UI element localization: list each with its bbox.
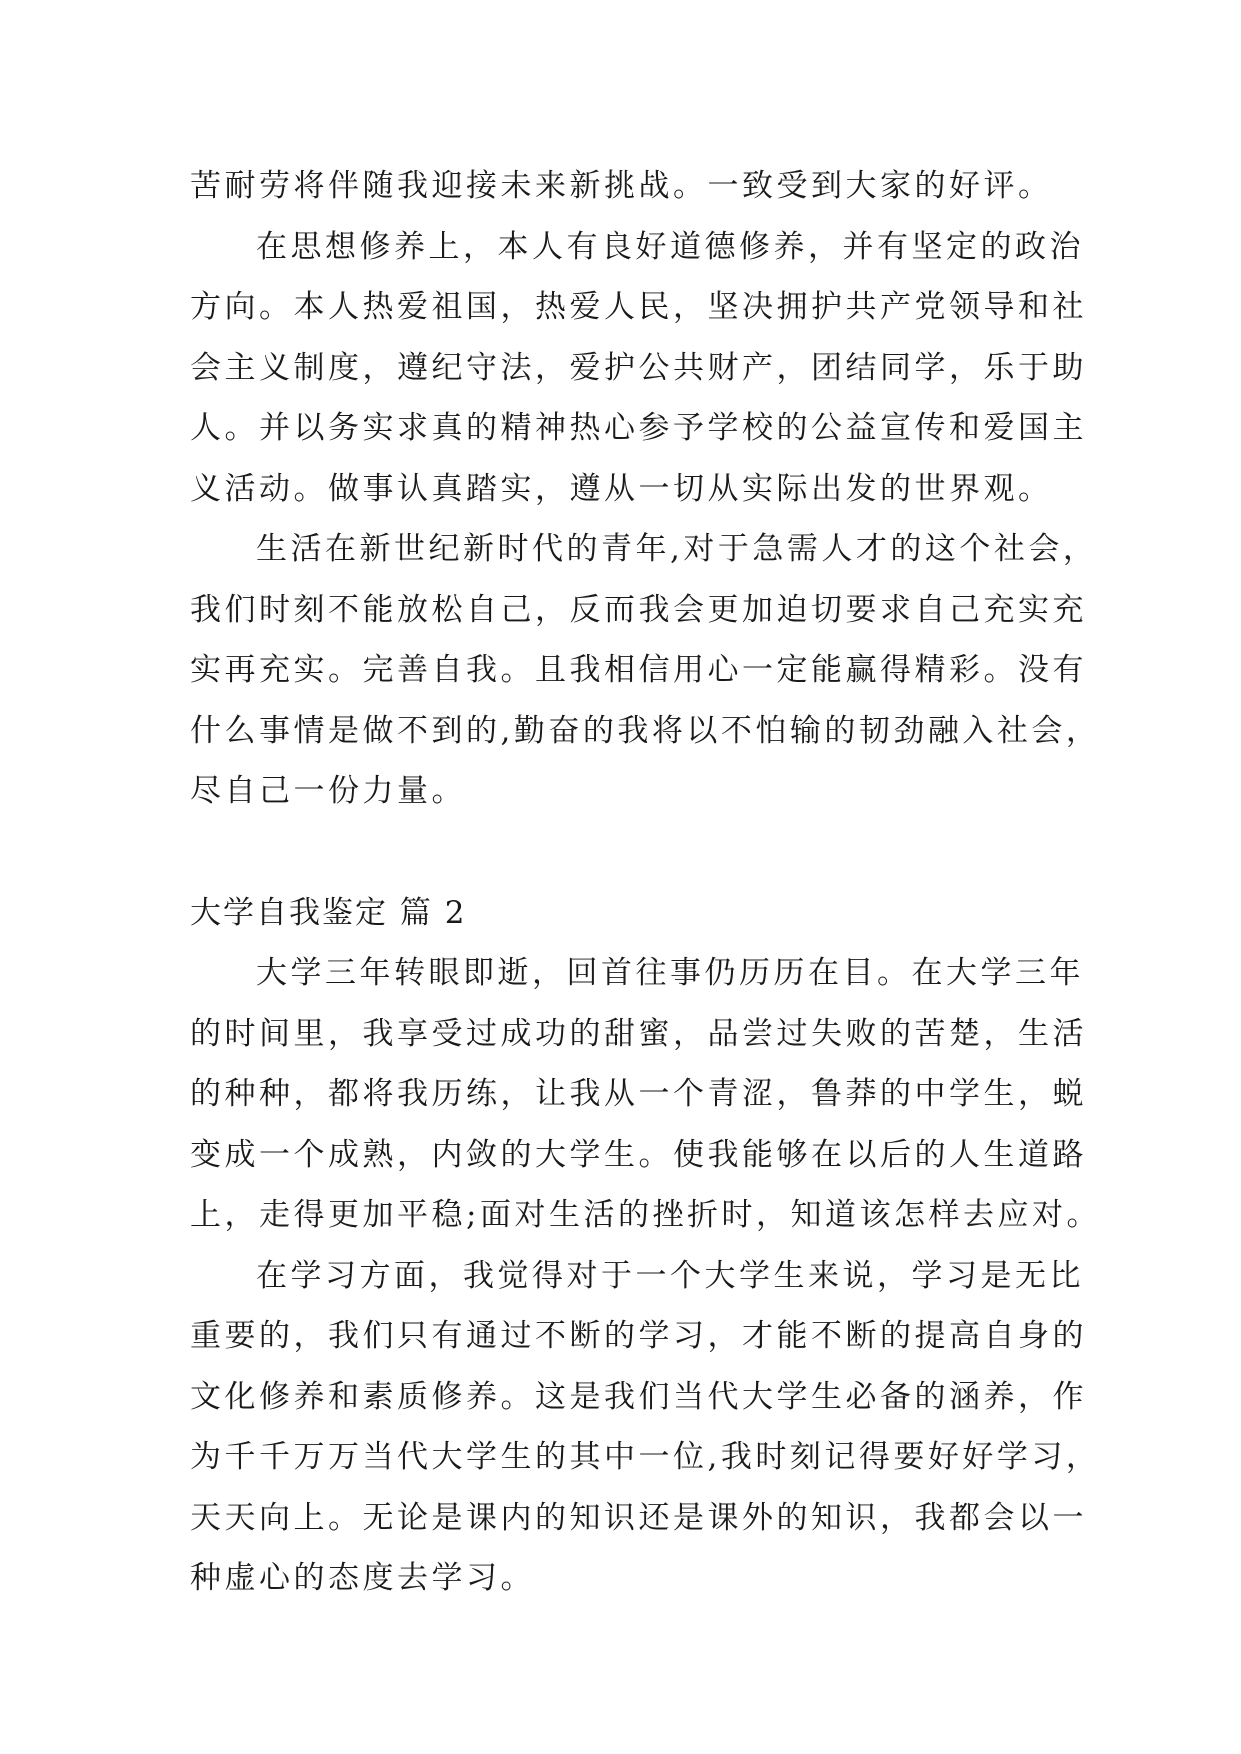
paragraph-line: 天天向上。无论是课内的知识还是课外的知识，我都会以一: [190, 1499, 1087, 1536]
paragraph-line: 会主义制度，遵纪守法，爱护公共财产，团结同学，乐于助: [190, 349, 1087, 386]
paragraph-line: 的时间里，我享受过成功的甜蜜，品尝过失败的苦楚，生活: [190, 1015, 1087, 1052]
paragraph-line: 生活在新世纪新时代的青年,对于急需人才的这个社会，: [256, 531, 1098, 567]
paragraph-line: 重要的，我们只有通过不断的学习，才能不断的提高自身的: [190, 1318, 1087, 1354]
paragraph-line: 人。并以务实求真的精神热心参予学校的公益宣传和爱国主: [190, 410, 1087, 446]
paragraph-line: 苦耐劳将伴随我迎接未来新挑战。一致受到大家的好评。: [190, 168, 1053, 204]
section-gap: [190, 822, 1070, 883]
paragraph-line: 上，走得更加平稳;面对生活的挫折时，知道该怎样去应对。: [190, 1197, 1101, 1233]
paragraph-line: 的种种，都将我历练，让我从一个青涩，鲁莽的中学生，蜕: [190, 1076, 1087, 1112]
paragraph-line: 义活动。做事认真踏实，遵从一切从实际出发的世界观。: [190, 470, 1053, 507]
paragraph-line: 变成一个成熟，内敛的大学生。使我能够在以后的人生道路: [190, 1136, 1087, 1173]
paragraph-line: 在思想修养上，本人有良好道德修养，并有坚定的政治: [256, 228, 1084, 265]
paragraph-line: 方向。本人热爱祖国，热爱人民，坚决拥护共产党领导和社: [190, 289, 1087, 325]
paragraph-line: 实再充实。完善自我。且我相信用心一定能赢得精彩。没有: [190, 652, 1087, 688]
document-body: [190, 156, 1101, 1609]
paragraph-line: 文化修养和素质修养。这是我们当代大学生必备的涵养，作: [190, 1378, 1087, 1415]
paragraph-line: 为千千万万当代大学生的其中一位,我时刻记得要好好学习，: [190, 1439, 1101, 1475]
paragraph-line: 我们时刻不能放松自己，反而我会更加迫切要求自己充实充: [190, 591, 1087, 628]
paragraph-line: 种虚心的态度去学习。: [190, 1560, 535, 1596]
paragraph-line: 大学三年转眼即逝，回首往事仍历历在目。在大学三年: [256, 955, 1084, 991]
paragraph-line: 在学习方面，我觉得对于一个大学生来说，学习是无比: [256, 1257, 1084, 1294]
paragraph-line: 什么事情是做不到的,勤奋的我将以不怕输的韧劲融入社会，: [190, 712, 1101, 749]
paragraph-line: 尽自己一份力量。: [190, 773, 466, 809]
section-heading: 大学自我鉴定 篇 2: [190, 894, 467, 931]
